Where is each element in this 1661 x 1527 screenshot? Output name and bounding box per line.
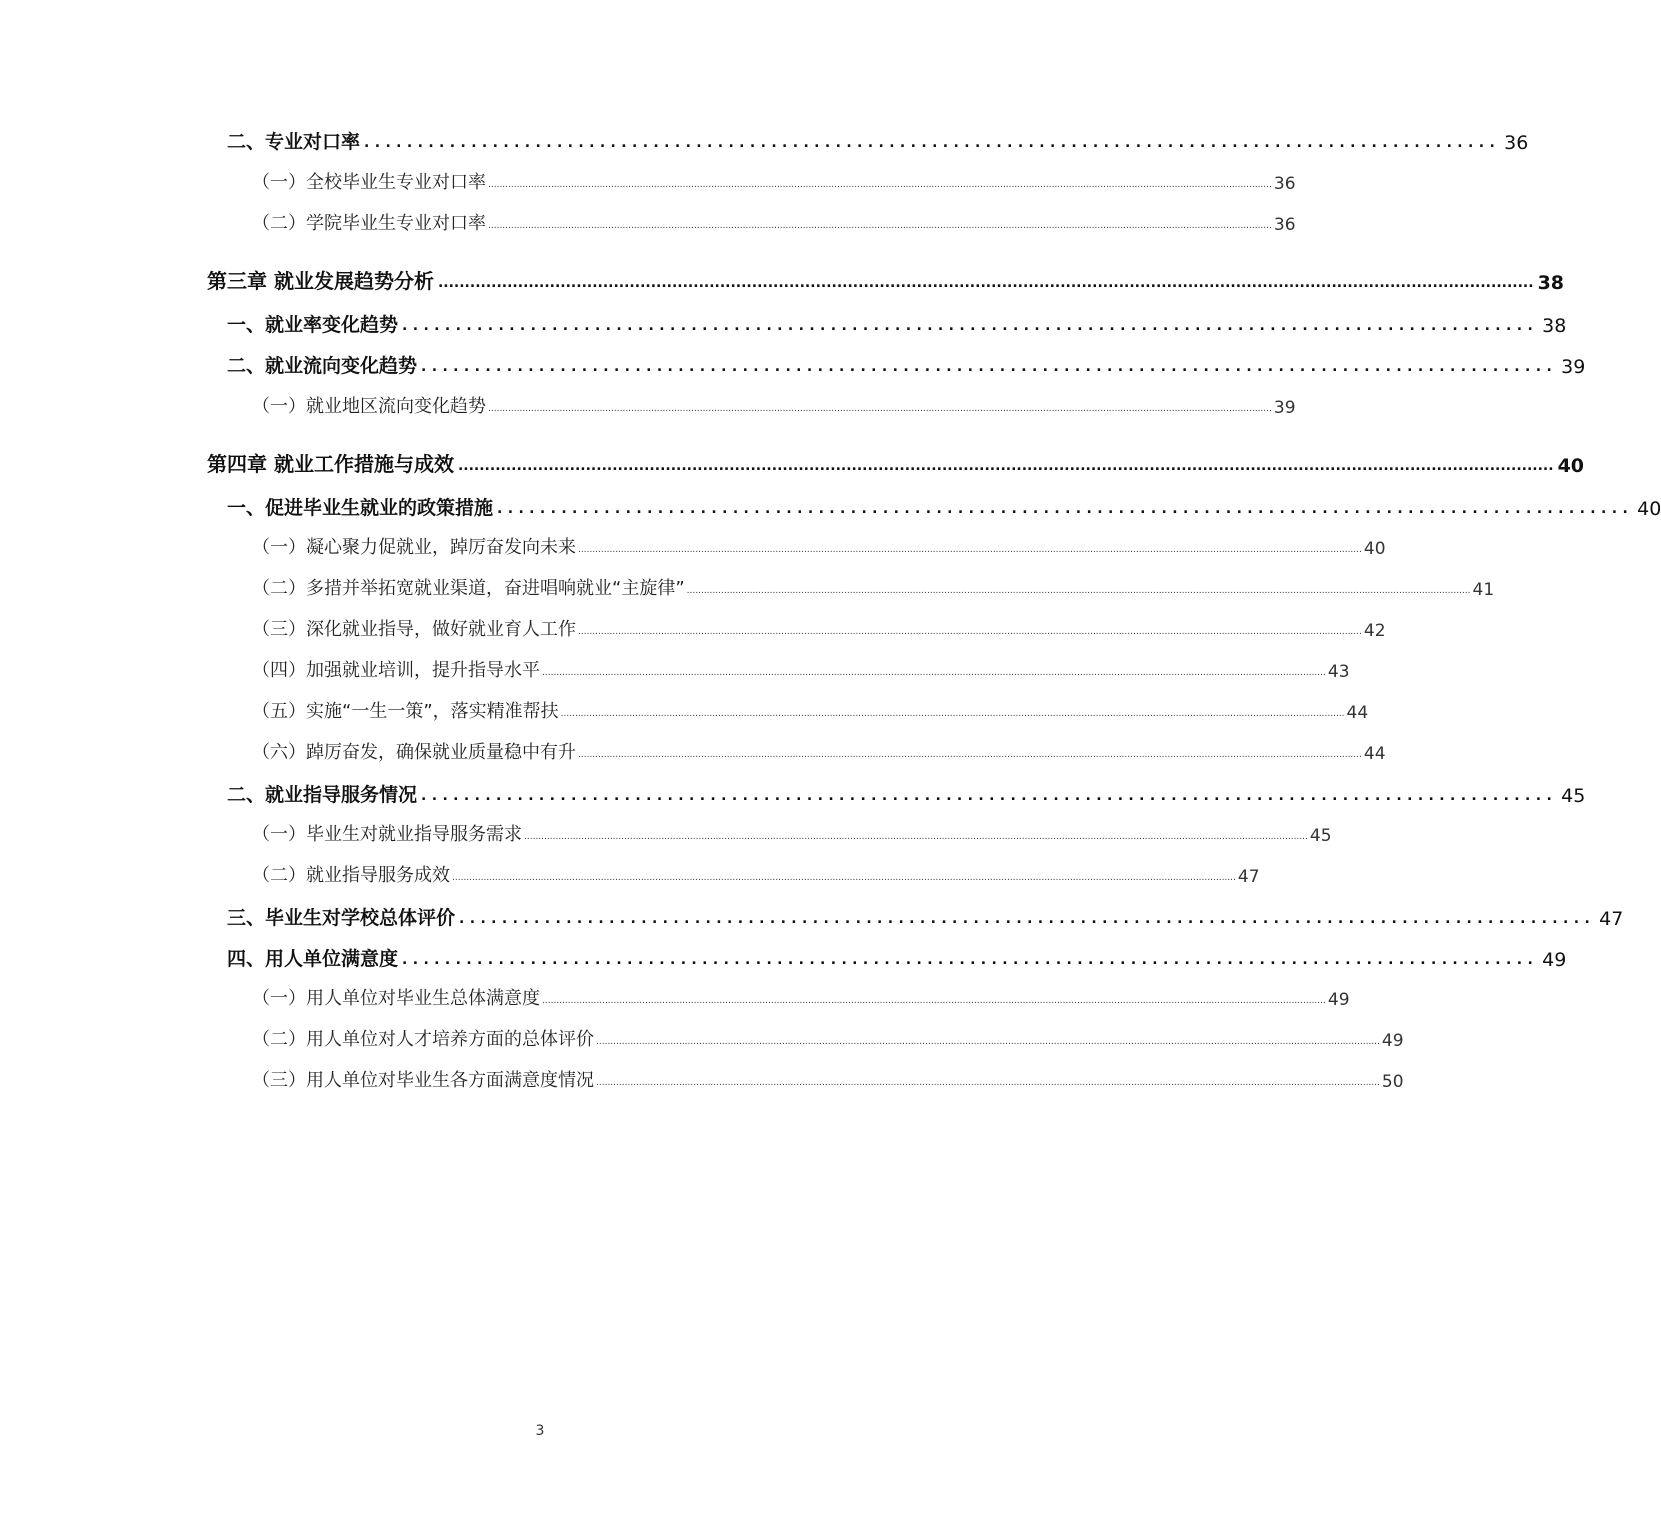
toc-dot-leader: .......................................................................................................... <box>364 135 1501 151</box>
toc-entry-label: （三）用人单位对毕业生各方面满意度情况 <box>252 1070 594 1091</box>
toc-entry-page: 36 <box>1273 215 1296 235</box>
toc-entry-page: 50 <box>1381 1072 1404 1092</box>
toc-entry-page: 38 <box>1542 315 1567 337</box>
toc-entry-label: 第三章 就业发展趋势分析 <box>207 269 434 293</box>
toc-dot-leader: .......................................................................................................... <box>421 788 1558 804</box>
toc-dot-leader: .................................................................................................................................................................................................................................................................................. <box>578 545 1362 555</box>
toc-dot-leader: .................................................................................................................................................................................................................................................................................. <box>560 709 1345 719</box>
toc-entry-label: （一）凝心聚力促就业，踔厉奋发向未来 <box>252 537 576 558</box>
toc-entry-page: 45 <box>1561 785 1586 807</box>
toc-dot-leader: .......................................................................................................... <box>459 911 1596 927</box>
toc-entry-page: 49 <box>1381 1031 1404 1051</box>
toc-dot-leader: .......................................................................................................... <box>402 952 1539 968</box>
toc-entry-label: 第四章 就业工作措施与成效 <box>207 452 454 476</box>
toc-entry-employer-aspects[interactable] <box>252 1064 1404 1092</box>
toc-entry-page: 38 <box>1537 272 1565 294</box>
toc-entry-page: 40 <box>1557 455 1585 477</box>
toc-dot-leader: .................................................................................................................................................................................................................................................................................. <box>542 996 1326 1006</box>
toc-dot-leader: .................................................................................................................................................................................................................................................................................. <box>578 627 1362 637</box>
toc-entry-label: （二）多措并举拓宽就业渠道，奋进唱响就业“主旋律” <box>252 578 685 599</box>
toc-entry-college-major-match[interactable] <box>252 207 1296 235</box>
toc-entry-policy-5[interactable] <box>252 695 1369 723</box>
toc-entry-policy-1[interactable] <box>252 531 1386 559</box>
toc-entry-page: 49 <box>1542 949 1567 971</box>
toc-entry-guidance-effect[interactable] <box>252 859 1260 887</box>
toc-entry-page: 44 <box>1346 703 1369 723</box>
toc-dot-leader: .................................................................................................................................................................................................................................................................................. <box>488 221 1272 231</box>
toc-entry-page: 44 <box>1363 744 1386 764</box>
toc-entry-employment-rate-trend[interactable] <box>227 307 1567 337</box>
toc-entry-page: 47 <box>1599 908 1624 930</box>
toc-entry-label: （五）实施“一生一策”，落实精准帮扶 <box>252 701 559 722</box>
toc-entry-label: 四、用人单位满意度 <box>227 948 399 970</box>
toc-entry-guidance-demand[interactable] <box>252 818 1332 846</box>
page-number: 3 <box>535 1423 545 1439</box>
toc-entry-label: （二）就业指导服务成效 <box>252 865 450 886</box>
toc-dot-leader: .................................................................................................................................................................................................................................................................................. <box>686 586 1471 596</box>
toc-entry-policy-measures[interactable] <box>227 490 1661 520</box>
toc-entry-policy-3[interactable] <box>252 613 1386 641</box>
toc-entry-page: 39 <box>1273 398 1296 418</box>
toc-dot-leader: .......................................................................................................... <box>497 501 1634 517</box>
toc-entry-label: （三）深化就业指导，做好就业育人工作 <box>252 619 576 640</box>
toc-dot-leader: .................................................................................................................................................................................................................................................................................. <box>542 668 1326 678</box>
toc-entry-region-flow-trend[interactable] <box>252 390 1296 418</box>
toc-entry-label: 一、促进毕业生就业的政策措施 <box>227 497 494 519</box>
toc-dot-leader: .................................................................................................................................................................................................................................................................................. <box>596 1037 1380 1047</box>
toc-entry-guidance-services[interactable] <box>227 777 1586 807</box>
toc-dot-leader: .................................................................................................................................................................................................................................................................................. <box>488 180 1272 190</box>
toc-entry-employment-flow-trend[interactable] <box>227 348 1586 378</box>
toc-chapter-4[interactable] <box>207 447 1585 477</box>
toc-dot-leader: .......................................................................................................... <box>421 359 1558 375</box>
toc-entry-page: 45 <box>1309 826 1332 846</box>
toc-entry-label: 一、就业率变化趋势 <box>227 314 399 336</box>
toc-entry-employer-overall[interactable] <box>252 982 1350 1010</box>
toc-dot-leader: .............................................................................................................................................................................................................. <box>457 458 1554 474</box>
toc-entry-page: 40 <box>1363 539 1386 559</box>
toc-entry-label: 二、专业对口率 <box>227 131 361 153</box>
toc-entry-page: 40 <box>1637 498 1661 520</box>
toc-entry-page: 36 <box>1273 174 1296 194</box>
toc-entry-label: （二）学院毕业生专业对口率 <box>252 213 486 234</box>
toc-entry-label: （一）全校毕业生专业对口率 <box>252 172 486 193</box>
toc-entry-label: （四）加强就业培训，提升指导水平 <box>252 660 540 681</box>
toc-entry-policy-2[interactable] <box>252 572 1495 600</box>
toc-dot-leader: .................................................................................................................................................................................................................................................................................. <box>596 1078 1380 1088</box>
toc-entry-label: 三、毕业生对学校总体评价 <box>227 907 456 929</box>
toc-entry-school-evaluation[interactable] <box>227 900 1624 930</box>
toc-entry-page: 41 <box>1472 580 1495 600</box>
toc-dot-leader: .............................................................................................................................................................................................................. <box>437 275 1534 291</box>
toc-chapter-3[interactable] <box>207 264 1565 294</box>
toc-entry-page: 43 <box>1327 662 1350 682</box>
toc-entry-page: 39 <box>1561 356 1586 378</box>
toc-entry-label: 二、就业流向变化趋势 <box>227 355 418 377</box>
toc-entry-label: （二）用人单位对人才培养方面的总体评价 <box>252 1029 594 1050</box>
toc-entry-school-major-match[interactable] <box>252 166 1296 194</box>
toc-dot-leader: .......................................................................................................... <box>402 318 1539 334</box>
toc-entry-label: （一）就业地区流向变化趋势 <box>252 396 486 417</box>
toc-entry-major-match-rate[interactable] <box>227 124 1529 154</box>
toc-entry-employer-training-eval[interactable] <box>252 1023 1404 1051</box>
toc-entry-label: （一）用人单位对毕业生总体满意度 <box>252 988 540 1009</box>
toc-entry-page: 36 <box>1504 132 1529 154</box>
toc-entry-page: 42 <box>1363 621 1386 641</box>
toc-entry-policy-6[interactable] <box>252 736 1386 764</box>
toc-dot-leader: .................................................................................................................................................................................................................................................................................. <box>452 873 1236 883</box>
toc-entry-page: 47 <box>1237 867 1260 887</box>
toc-entry-label: （六）踔厉奋发，确保就业质量稳中有升 <box>252 742 576 763</box>
toc-entry-employer-satisfaction[interactable] <box>227 941 1567 971</box>
toc-entry-label: （一）毕业生对就业指导服务需求 <box>252 824 522 845</box>
toc-entry-policy-4[interactable] <box>252 654 1350 682</box>
toc-dot-leader: .................................................................................................................................................................................................................................................................................. <box>578 750 1362 760</box>
toc-dot-leader: .................................................................................................................................................................................................................................................................................. <box>488 404 1272 414</box>
toc-entry-page: 49 <box>1327 990 1350 1010</box>
toc-entry-label: 二、就业指导服务情况 <box>227 784 418 806</box>
toc-dot-leader: .................................................................................................................................................................................................................................................................................. <box>524 832 1308 842</box>
